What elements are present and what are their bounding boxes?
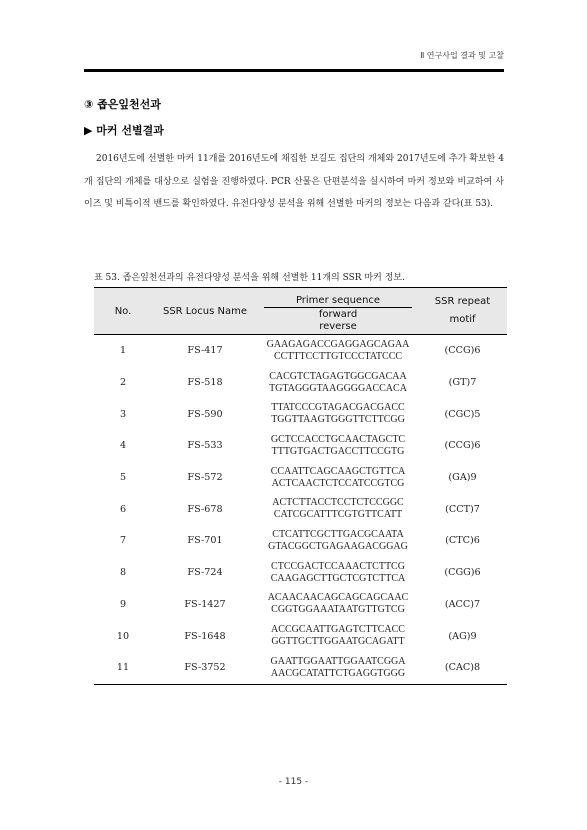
table-row xyxy=(94,398,507,430)
forward-primer: GAAGAGACCGAGGAGCAGAA xyxy=(266,338,410,350)
cell-primers xyxy=(258,430,418,462)
cell-locus: FS-678 xyxy=(187,503,223,515)
reverse-primer: TTTGTGACTGACCTTCCGTG xyxy=(271,445,405,457)
ssr-marker-table xyxy=(94,287,507,685)
cell-no: 2 xyxy=(119,377,127,389)
forward-primer: CTCATTCGCTTGACGCAATA xyxy=(272,528,404,540)
cell-no: 5 xyxy=(119,472,127,484)
col-header-repeat: SSR repeat motif xyxy=(418,288,507,335)
col-header-primer xyxy=(258,288,418,309)
forward-primer: TTATCCCGTAGACGACGACC xyxy=(271,402,405,414)
cell-no: 7 xyxy=(119,535,127,547)
cell-primers xyxy=(258,589,418,621)
cell-motif: (GA)9 xyxy=(448,472,477,484)
cell-locus: FS-590 xyxy=(187,408,223,420)
table-row xyxy=(94,462,507,494)
cell-primers xyxy=(258,335,418,367)
forward-primer: GCTCCACCTGCAACTAGCTC xyxy=(270,433,406,445)
cell-motif: (ACC)7 xyxy=(444,598,481,610)
cell-locus: FS-1648 xyxy=(184,630,226,642)
cell-locus: FS-701 xyxy=(187,535,223,547)
cell-primers xyxy=(258,462,418,494)
reverse-primer: AACGCATATTCTGAGGTGGG xyxy=(270,667,406,679)
primer-sequence-label: Primer sequence xyxy=(264,293,412,308)
cell-locus: FS-724 xyxy=(187,567,223,579)
cell-no: 9 xyxy=(119,598,127,610)
table-row xyxy=(94,557,507,589)
section-title: ③ 좁은잎천선과 xyxy=(84,98,161,111)
table-header-row xyxy=(94,288,507,309)
cell-no: 6 xyxy=(119,503,127,515)
cell-no: 4 xyxy=(119,440,127,452)
table-row xyxy=(94,620,507,652)
cell-motif: (CAC)8 xyxy=(418,652,507,684)
reverse-label: reverse xyxy=(319,321,357,332)
reverse-primer: GTACGGCTGAGAAGACGGAG xyxy=(268,540,408,552)
reverse-primer: GGTTGCTTGGAATGCAGATT xyxy=(271,636,405,648)
cell-locus: FS-572 xyxy=(187,472,223,484)
cell-primers xyxy=(258,367,418,399)
cell-motif: (CGG)6 xyxy=(444,567,481,579)
cell-motif: (CCG)6 xyxy=(444,440,481,452)
cell-locus: FS-417 xyxy=(187,345,223,357)
table-row xyxy=(94,493,507,525)
col-header-no: No. xyxy=(94,288,152,335)
cell-motif: (AG)9 xyxy=(448,630,477,642)
cell-no: 11 xyxy=(94,652,152,684)
table-row xyxy=(94,652,507,684)
cell-no: 1 xyxy=(119,345,127,357)
table-row xyxy=(94,367,507,399)
cell-locus: FS-518 xyxy=(187,377,223,389)
reverse-primer: CAAGAGCTTGCTCGTCTTCA xyxy=(270,572,406,584)
col-header-locus: SSR Locus Name xyxy=(152,288,258,335)
table-row xyxy=(94,335,507,367)
col-header-fwd-rev xyxy=(258,308,418,335)
forward-primer: CTCCGACTCCAAACTCTTCG xyxy=(271,560,405,572)
body-text xyxy=(84,148,504,216)
reverse-primer: TGTAGGGTAAGGGGACCACA xyxy=(269,382,407,394)
cell-primers xyxy=(258,652,418,684)
forward-primer: ACTCTTACCTCCTCTCCGGC xyxy=(272,497,404,509)
cell-locus: FS-533 xyxy=(187,440,223,452)
cell-locus: FS-1427 xyxy=(184,598,226,610)
cell-primers xyxy=(258,493,418,525)
cell-motif: (CGC)5 xyxy=(444,408,481,420)
running-header: Ⅱ 연구사업 결과 및 고찰 xyxy=(420,51,504,60)
cell-motif: (CCT)7 xyxy=(445,503,480,515)
forward-label: forward xyxy=(318,309,358,320)
reverse-primer: TGGTTAAGTGGGTTCTTCGG xyxy=(271,414,405,426)
cell-primers xyxy=(258,398,418,430)
reverse-primer: ACTCAACTCTCCATCCGTCG xyxy=(271,477,405,489)
table-row xyxy=(94,589,507,621)
cell-no: 3 xyxy=(119,408,127,420)
cell-primers xyxy=(258,557,418,589)
cell-motif: (CCG)6 xyxy=(444,345,481,357)
cell-locus: FS-3752 xyxy=(152,652,258,684)
cell-motif: (CTC)6 xyxy=(445,535,480,547)
forward-primer: CACGTCTAGAGTGGCGACAA xyxy=(269,370,407,382)
page-number: - 115 - xyxy=(278,777,309,787)
cell-motif: (GT)7 xyxy=(448,377,477,389)
table-caption: 표 53. 좁은잎천선과의 유전다양성 분석을 위해 선별한 11개의 SSR 마커 정보. xyxy=(94,273,405,283)
subsection-title: ▶ 마커 선별결과 xyxy=(84,124,164,137)
reverse-primer: CATCGCATTTCGTGTTCATT xyxy=(273,509,403,521)
reverse-primer: CGGTGGAAATAATGTTGTCG xyxy=(271,604,405,616)
body-paragraph: 2016년도에 선별한 마커 11개를 2016년도에 채집한 보길도 집단의 개체와 2017년도에 추가 확보한 4개 집단의 개체를 대상으로 실험을 진행하였다. PCR 산물은 단편분석을 실시하여 마커 정보와 비교하여 사이즈 및 비특이적 밴드를 확인하였다. 유전다양성 분석을 위해 선별한 마커의 정보는 다음과 같다(표 53). xyxy=(84,154,504,209)
header-rule xyxy=(84,69,504,72)
forward-primer: ACCGCAATTGAGTCTTCACC xyxy=(271,624,405,636)
table-row xyxy=(94,525,507,557)
cell-no: 8 xyxy=(119,567,127,579)
cell-primers xyxy=(258,525,418,557)
cell-primers xyxy=(258,620,418,652)
table-row xyxy=(94,430,507,462)
reverse-primer: CCTTTCCTTGTCCCTATCCC xyxy=(273,350,403,362)
cell-no: 10 xyxy=(116,630,130,642)
forward-primer: ACAACAACAGCAGCAGCAAC xyxy=(267,592,409,604)
forward-primer: GAATTGGAATTGGAATCGGA xyxy=(270,655,406,667)
forward-primer: CCAATTCAGCAAGCTGTTCA xyxy=(270,465,406,477)
